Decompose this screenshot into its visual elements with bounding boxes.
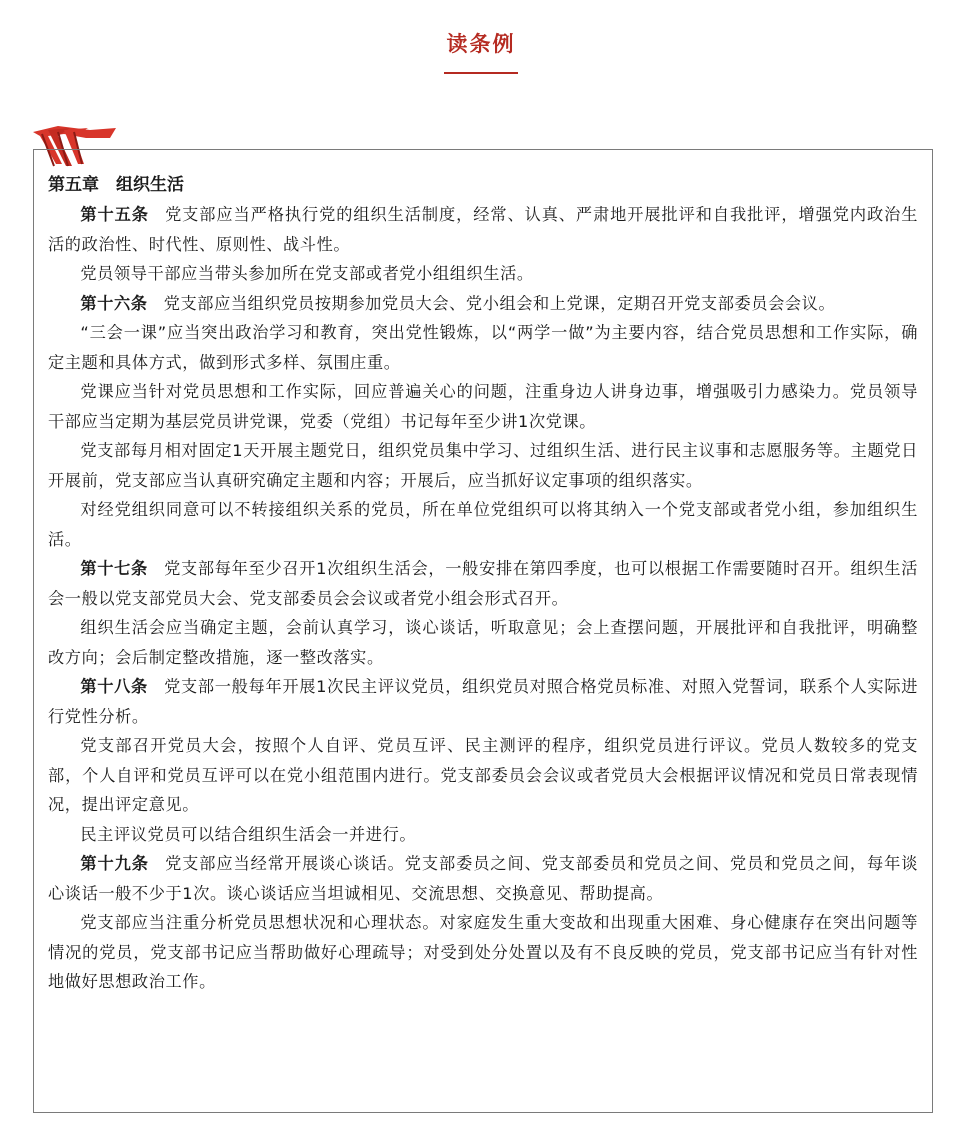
paragraph-list — [48, 200, 918, 997]
paragraph-text: 党支部一般每年开展1次民主评议党员，组织党员对照合格党员标准、对照入党誓词，联系个人实际进行党性分析。 — [48, 677, 918, 726]
paragraph — [48, 613, 918, 672]
paragraph-text: 党支部应当经常开展谈心谈话。党支部委员之间、党支部委员和党员之间、党员和党员之间，每年谈心谈话一般不少于1次。谈心谈话应当坦诚相见、交流思想、交换意见、帮助提高。 — [48, 854, 918, 903]
paragraph-text: 民主评议党员可以结合组织生活会一并进行。 — [80, 824, 417, 844]
page-title: 读条例 — [446, 32, 516, 56]
paragraph-text: 党支部召开党员大会，按照个人自评、党员互评、民主测评的程序，组织党员进行评议。党员人数较多的党支部，个人自评和党员互评可以在党小组范围内进行。党支部委员会会议或者党员大会根据评议情况和党员日常表现情况，提出评定意见。 — [48, 736, 918, 814]
paragraph — [48, 377, 918, 436]
title-underline — [444, 72, 518, 74]
paragraph — [48, 200, 918, 259]
paragraph-text: 党支部应当组织党员按期参加党员大会、党小组会和上党课，定期召开党支部委员会会议。 — [163, 293, 836, 313]
paragraph — [48, 318, 918, 377]
paragraph-text: 党支部应当注重分析党员思想状况和心理状态。对家庭发生重大变故和出现重大困难、身心健康存在突出问题等情况的党员，党支部书记应当帮助做好心理疏导；对受到处分处置以及有不良反映的党员，党支部书记应当有针对性地做好思想政治工作。 — [48, 913, 918, 991]
paragraph-text: 党支部每月相对固定1天开展主题党日，组织党员集中学习、过组织生活、进行民主议事和志愿服务等。主题党日开展前，党支部应当认真研究确定主题和内容；开展后，应当抓好议定事项的组织落实。 — [48, 441, 918, 490]
article-number: 第十九条 — [80, 854, 149, 873]
paragraph — [48, 908, 918, 997]
regulation-panel — [33, 149, 933, 1113]
paragraph-text: 党支部每年至少召开1次组织生活会，一般安排在第四季度，也可以根据工作需要随时召开。组织生活会一般以党支部党员大会、党支部委员会会议或者党小组会形式召开。 — [48, 559, 918, 608]
paragraph-text: 党课应当针对党员思想和工作实际，回应普遍关心的问题，注重身边人讲身边事，增强吸引力感染力。党员领导干部应当定期为基层党员讲党课，党委（党组）书记每年至少讲1次党课。 — [48, 382, 918, 431]
article-number: 第十七条 — [80, 559, 148, 578]
chapter-heading: 第五章 组织生活 — [48, 175, 184, 195]
paragraph-text: 党支部应当严格执行党的组织生活制度，经常、认真、严肃地开展批评和自我批评，增强党内政治生活的政治性、时代性、原则性、战斗性。 — [48, 205, 918, 254]
paragraph — [48, 289, 918, 319]
paragraph — [48, 672, 918, 731]
article-number: 第十五条 — [80, 205, 149, 224]
paragraph-text: 组织生活会应当确定主题，会前认真学习，谈心谈话，听取意见；会上查摆问题，开展批评和自我批评，明确整改方向；会后制定整改措施，逐一整改落实。 — [48, 618, 918, 667]
paragraph — [48, 495, 918, 554]
paragraph-text: 对经党组织同意可以不转接组织关系的党员，所在单位党组织可以将其纳入一个党支部或者党小组，参加组织生活。 — [48, 500, 918, 549]
article-number: 第十六条 — [80, 293, 148, 313]
paragraph — [48, 731, 918, 820]
paragraph — [48, 259, 918, 289]
paragraph-text: 党员领导干部应当带头参加所在党支部或者党小组组织生活。 — [80, 264, 534, 283]
article-number: 第十八条 — [80, 677, 148, 696]
paragraph-text: “三会一课”应当突出政治学习和教育，突出党性锻炼，以“两学一做”为主要内容，结合党员思想和工作实际，确定主题和具体方式，做到形式多样、氛围庄重。 — [48, 323, 918, 372]
paragraph — [48, 436, 918, 495]
paragraph — [48, 554, 918, 613]
paragraph — [48, 820, 918, 850]
page-header — [0, 28, 962, 74]
paragraph — [48, 849, 918, 908]
